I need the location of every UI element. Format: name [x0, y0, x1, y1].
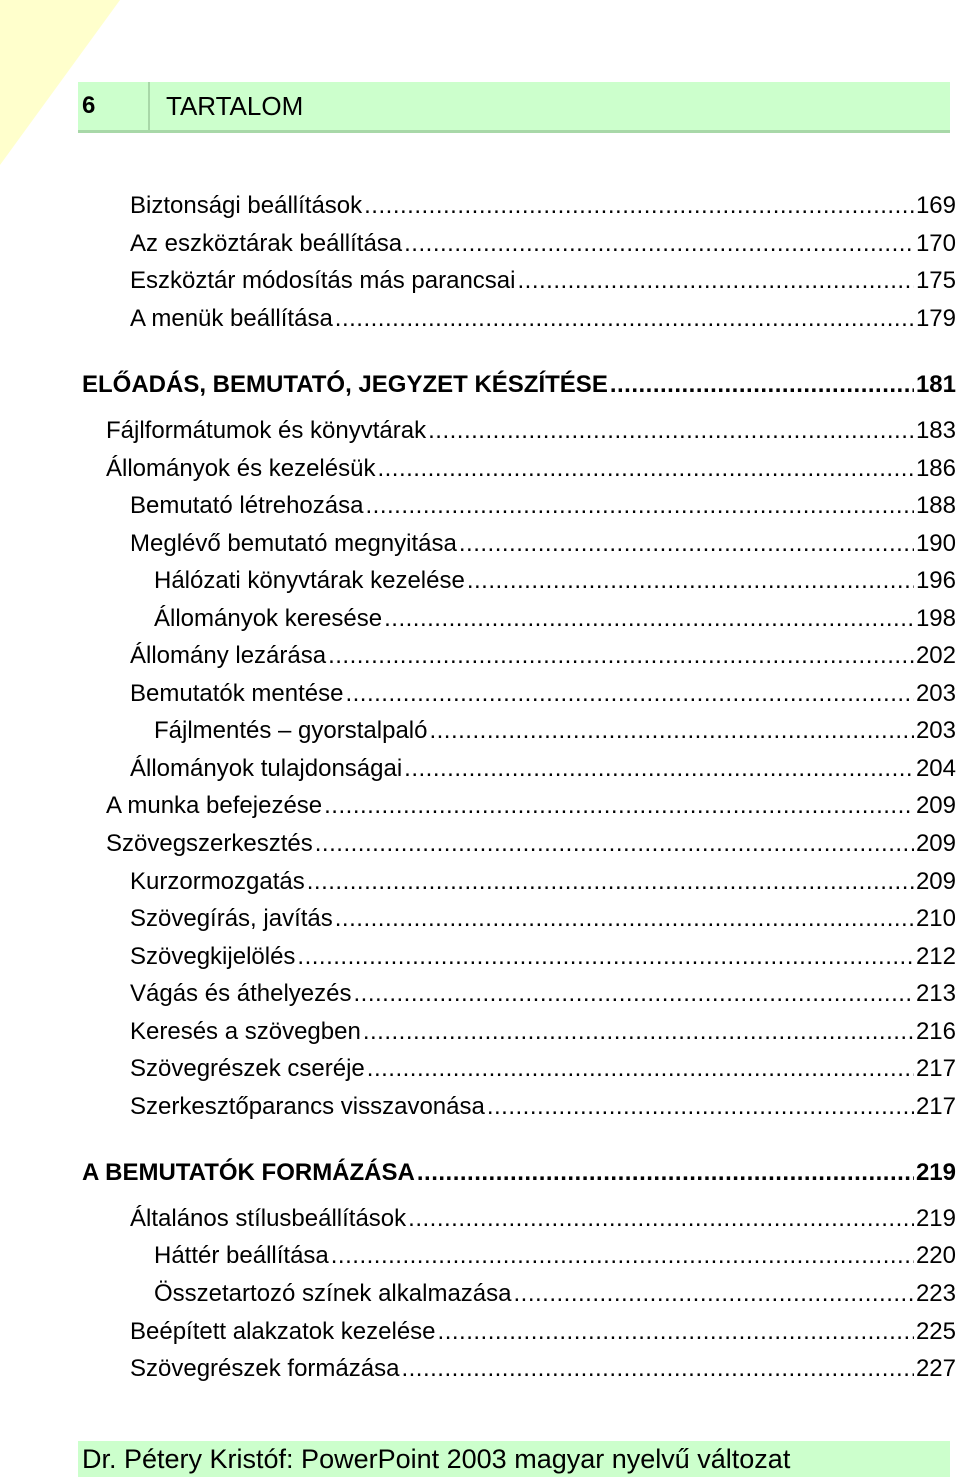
toc-entry[interactable]: [154, 1240, 956, 1272]
dot-leader: [404, 228, 914, 260]
toc-entry-label: Háttér beállítása: [154, 1242, 329, 1269]
toc-entry-page: 190: [915, 530, 956, 557]
toc-entry-label: Általános stílusbeállítások: [130, 1205, 407, 1232]
toc-entry[interactable]: [130, 640, 956, 672]
toc-entry-label: Fájlmentés – gyorstalpaló: [154, 717, 428, 744]
dot-leader: [401, 1353, 914, 1385]
toc-entry-label: Szövegírás, javítás: [130, 905, 333, 932]
toc-entry-page: 217: [915, 1055, 956, 1082]
dot-leader: [307, 866, 914, 898]
toc-entry[interactable]: [130, 528, 956, 560]
toc-entry[interactable]: [106, 790, 956, 822]
dot-leader: [467, 565, 914, 597]
dot-leader: [404, 753, 914, 785]
page-number: 6: [82, 92, 96, 119]
footer-text: Dr. Pétery Kristóf: PowerPoint 2003 magyar nyelvű változat: [82, 1444, 791, 1474]
toc-entry[interactable]: [130, 190, 956, 222]
toc-entry-label: A BEMUTATÓK FORMÁZÁSA: [82, 1159, 415, 1186]
toc-entry[interactable]: [106, 415, 956, 447]
dot-leader: [367, 1053, 914, 1085]
toc-entry-page: 183: [915, 417, 956, 444]
dot-leader: [487, 1091, 914, 1123]
toc-entry[interactable]: [130, 1316, 956, 1348]
toc-entry[interactable]: [130, 265, 956, 297]
toc-entry[interactable]: [130, 941, 956, 973]
toc-entry[interactable]: [130, 866, 956, 898]
toc-entry[interactable]: [154, 1278, 956, 1310]
dot-leader: [335, 903, 914, 935]
toc-entry-page: 210: [915, 905, 956, 932]
toc-entry-label: ELŐADÁS, BEMUTATÓ, JEGYZET KÉSZÍTÉSE: [82, 371, 608, 398]
toc-entry-label: Biztonsági beállítások: [130, 192, 363, 219]
toc-entry-page: 209: [915, 830, 956, 857]
dot-leader: [331, 1240, 914, 1272]
toc-entry[interactable]: [154, 565, 956, 597]
toc-entry-page: 188: [915, 492, 956, 519]
dot-leader: [428, 415, 914, 447]
toc-entry-page: 198: [915, 605, 956, 632]
dot-leader: [324, 790, 914, 822]
toc-entry-label: Állományok tulajdonságai: [130, 755, 403, 782]
toc-entry-page: 220: [915, 1242, 956, 1269]
toc-entry[interactable]: [82, 1157, 956, 1189]
toc-entry-page: 186: [915, 455, 956, 482]
toc-entry-label: Bemutató létrehozása: [130, 492, 364, 519]
toc-entry-page: 204: [915, 755, 956, 782]
toc-entry-label: Keresés a szövegben: [130, 1018, 361, 1045]
toc-entry-page: 196: [915, 567, 956, 594]
toc-entry[interactable]: [130, 303, 956, 335]
dot-leader: [377, 453, 913, 485]
dot-leader: [438, 1316, 914, 1348]
toc-entry[interactable]: [82, 369, 956, 401]
toc-entry[interactable]: [130, 753, 956, 785]
toc-entry-label: Szövegrészek formázása: [130, 1355, 400, 1382]
toc-entry-label: Bemutatók mentése: [130, 680, 344, 707]
toc-entry-label: Állományok keresése: [154, 605, 383, 632]
toc-entry-page: 225: [915, 1318, 956, 1345]
dot-leader: [518, 265, 914, 297]
toc-entry-page: 227: [915, 1355, 956, 1382]
page-title: TARTALOM: [166, 91, 304, 121]
toc-entry[interactable]: [154, 603, 956, 635]
toc-entry-page: 170: [915, 230, 956, 257]
toc-entry-label: Hálózati könyvtárak kezelése: [154, 567, 465, 594]
toc-entry[interactable]: [130, 978, 956, 1010]
toc-entry-label: Állomány lezárása: [130, 642, 327, 669]
toc-entry-label: Az eszköztárak beállítása: [130, 230, 403, 257]
toc-entry-page: 175: [915, 267, 956, 294]
toc-entry-label: Állományok és kezelésük: [106, 455, 376, 482]
toc-entry-page: 181: [915, 371, 956, 398]
toc-entry-page: 202: [915, 642, 956, 669]
toc-entry[interactable]: [130, 228, 956, 260]
dot-leader: [328, 640, 914, 672]
toc-entry-page: 203: [915, 717, 956, 744]
dot-leader: [417, 1157, 914, 1189]
dot-leader: [353, 978, 913, 1010]
toc-entry-page: 212: [915, 943, 956, 970]
toc-entry[interactable]: [130, 490, 956, 522]
toc-entry-page: 209: [915, 792, 956, 819]
toc-entry-label: Kurzormozgatás: [130, 868, 305, 895]
toc-entry-page: 203: [915, 680, 956, 707]
toc-entry-label: Összetartozó színek alkalmazása: [154, 1280, 512, 1307]
dot-leader: [365, 490, 913, 522]
toc-entry[interactable]: [130, 1203, 956, 1235]
toc-entry-page: 223: [915, 1280, 956, 1307]
toc-entry-label: Szövegkijelölés: [130, 943, 296, 970]
dot-leader: [408, 1203, 914, 1235]
toc-entry-label: A munka befejezése: [106, 792, 323, 819]
toc-entry[interactable]: [130, 903, 956, 935]
header-separator: [148, 82, 150, 133]
toc-entry-page: 169: [915, 192, 956, 219]
dot-leader: [335, 303, 914, 335]
toc-entry-label: Beépített alakzatok kezelése: [130, 1318, 436, 1345]
dot-leader: [297, 941, 914, 973]
toc-entry-page: 219: [915, 1159, 956, 1186]
toc-entry-page: 209: [915, 868, 956, 895]
toc-entry-label: Szerkesztőparancs visszavonása: [130, 1093, 485, 1120]
toc-entry[interactable]: [130, 678, 956, 710]
toc-entry-page: 213: [915, 980, 956, 1007]
toc-entry[interactable]: [130, 1353, 956, 1385]
header-rule: [78, 130, 950, 133]
toc-entry[interactable]: [130, 1016, 956, 1048]
toc-entry-label: A menük beállítása: [130, 305, 333, 332]
toc-entry[interactable]: [106, 453, 956, 485]
toc-entry-page: 219: [915, 1205, 956, 1232]
toc-entry[interactable]: [154, 715, 956, 747]
dot-leader: [384, 603, 914, 635]
toc-entry[interactable]: [106, 828, 956, 860]
dot-leader: [345, 678, 914, 710]
toc-entry-label: Szövegrészek cseréje: [130, 1055, 365, 1082]
toc-entry-label: Fájlformátumok és könyvtárak: [106, 417, 427, 444]
dot-leader: [513, 1278, 913, 1310]
toc-entry-label: Vágás és áthelyezés: [130, 980, 352, 1007]
toc-entry[interactable]: [130, 1091, 956, 1123]
dot-leader: [315, 828, 914, 860]
toc-entry-label: Szövegszerkesztés: [106, 830, 313, 857]
toc-entry-label: Eszköztár módosítás más parancsai: [130, 267, 516, 294]
dot-leader: [459, 528, 914, 560]
toc-entry-page: 179: [915, 305, 956, 332]
toc-entry[interactable]: [130, 1053, 956, 1085]
toc-entry-page: 216: [915, 1018, 956, 1045]
dot-leader: [429, 715, 913, 747]
dot-leader: [364, 190, 914, 222]
toc-entry-label: Meglévő bemutató megnyitása: [130, 530, 457, 557]
dot-leader: [610, 369, 914, 401]
toc-entry-page: 217: [915, 1093, 956, 1120]
dot-leader: [363, 1016, 914, 1048]
